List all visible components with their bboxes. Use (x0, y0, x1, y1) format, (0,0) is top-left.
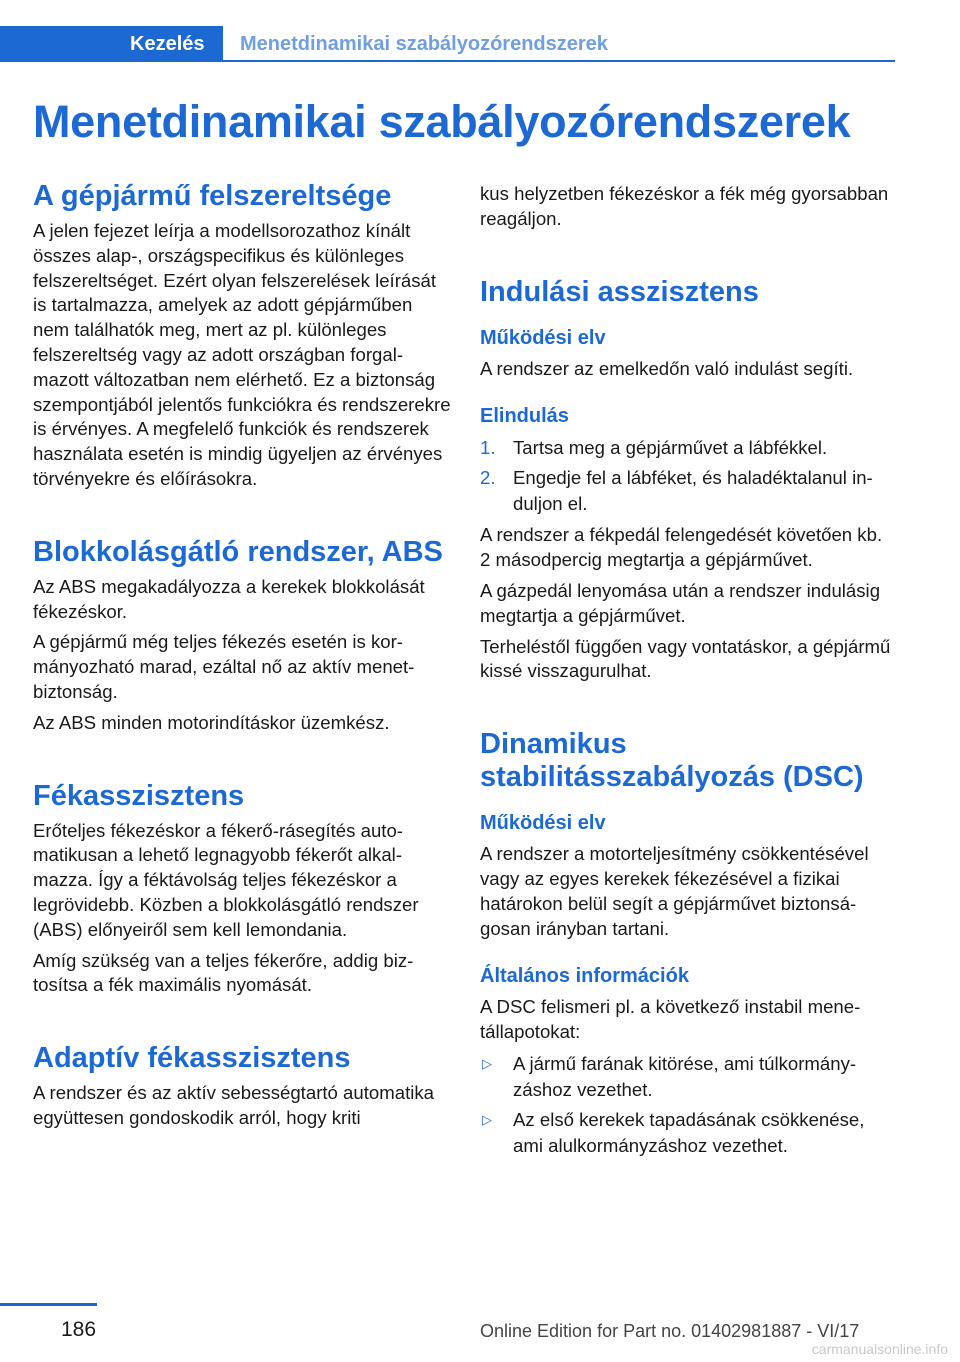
equipment-text: A jelen fejezet leírja a modellsorozathoz kínált összes alap-, országspecifikus és különleges felszereltséget. Ezért olyan felszerelések leírását is tartalmazza, amelyek az adott gépjárműben nem találhatók meg, mert az pl. különleges felszereltség vagy az adott országban forgalmazott változatban nem elérhető. Ez a biztonság szempontjából jelentős funkciókra és rendszerekre is érvényes. A megfelelő funkciók és rendszerek használata esetén is mindig ügyeljen az érvényes törvényekre és előírásokra. (33, 220, 451, 489)
triangle-right-icon: ▷ (482, 1111, 492, 1127)
tab-section[interactable]: Menetdinamikai szabályozórendszerek (240, 33, 608, 55)
abs-paragraph-1: Az ABS megakadályozza a kerekek blokkolását fékezéskor. (33, 575, 425, 622)
edition-info: Online Edition for Part no. 01402981887 - VI/17 (480, 1321, 860, 1341)
start-principle-heading: Működési elv (480, 326, 606, 349)
tab-kezeles[interactable]: Kezelés (0, 26, 223, 62)
list-item-text: A jármű farának kitörése, ami túlkormányzáshoz vezethet. (513, 1052, 857, 1100)
start-principle-text: A rendszer az emelkedőn való indulást segíti. (480, 357, 854, 379)
step-item (480, 435, 896, 461)
start-paragraph-2: A gázpedál lenyomása után a rendszer indulásig megtartja a gépjárművet. (480, 579, 881, 626)
header-bar (0, 26, 895, 62)
adaptive-brake-paragraph: A rendszer és az aktív sebességtartó automatika együttesen gondoskodik arról, hogy kriti (33, 1082, 435, 1128)
brake-assist-paragraph-2: Amíg szükség van a teljes fékerőre, addig biztosítsa a fék maximális nyomását. (33, 949, 414, 996)
instability-list (480, 1051, 896, 1159)
brake-assist-paragraph-1: Erőteljes fékezéskor a fékerő-rásegítés automatikusan a lehető legnagyobb fékerőt alkalmazza. Így a féktávolság teljes fékezéskor a legrövidebb. Közben a blokkolásgátló rendszer (ABS) előnyeiről sem kell lemondania. (33, 819, 419, 940)
list-item (480, 1051, 896, 1103)
triangle-right-icon: ▷ (482, 1055, 492, 1071)
step-text: Engedje fel a lábféket, és haladéktalanul induljon el. (513, 467, 873, 515)
start-assist-heading: Indulási asszisztens (480, 275, 759, 308)
left-column (33, 180, 451, 1137)
abs-paragraph-2: A gépjármű még teljes fékezés esetén is kormányozható marad, ezáltal nő az aktív menetbiztonság. (33, 631, 415, 702)
step-text: Tartsa meg a gépjárművet a lábfékkel. (513, 437, 828, 459)
general-info-heading: Általános információk (480, 965, 689, 988)
right-column (480, 182, 896, 1165)
page-title: Menetdinamikai szabályozórendszerek (33, 96, 851, 147)
departure-steps (480, 435, 896, 517)
general-info-text: A DSC felismeri pl. a következő instabil menetállapotokat: (480, 996, 861, 1043)
list-item-text: Az első kerekek tapadásának csökkenése, ami alulkormányzáshoz vezethet. (513, 1108, 865, 1156)
equipment-heading: A gépjármű felszereltsége (33, 180, 392, 212)
start-paragraph-1: A rendszer a fékpedál felengedését követően kb. 2 másodpercig megtartja a gépjárművet. (480, 524, 883, 571)
dsc-heading: Dinamikus stabilitásszabályozás (DSC) (480, 728, 864, 794)
adaptive-brake-paragraph-cont: kus helyzetben fékezéskor a fék még gyorsabban reagáljon. (480, 183, 889, 229)
list-item (480, 1107, 896, 1159)
header-divider (223, 60, 895, 62)
brake-assist-heading: Fékasszisztens (33, 779, 245, 812)
start-paragraph-3: Terheléstől függően vagy vontatáskor, a gépjármű kissé visszagurulhat. (480, 635, 891, 682)
watermark: carmanualsonline.info (811, 1341, 948, 1357)
abs-paragraph-3: Az ABS minden motorindításkor üzemkész. (33, 711, 390, 733)
step-item (480, 465, 896, 517)
abs-heading: Blokkolásgátló rendszer, ABS (33, 535, 443, 568)
departure-heading: Elindulás (480, 405, 569, 428)
dsc-principle-heading: Működési elv (480, 812, 606, 835)
footer-rule (0, 1303, 97, 1306)
step-number: 1. (480, 437, 496, 459)
step-number: 2. (480, 467, 496, 489)
page-number: 186 (61, 1318, 97, 1341)
dsc-principle-text: A rendszer a motorteljesítmény csökkentésével vagy az egyes kerekek fékezésével a fizikai határokon belül segít a gépjárművet biztonságosan irányban tartani. (480, 843, 869, 939)
adaptive-brake-heading: Adaptív fékasszisztens (33, 1042, 351, 1075)
